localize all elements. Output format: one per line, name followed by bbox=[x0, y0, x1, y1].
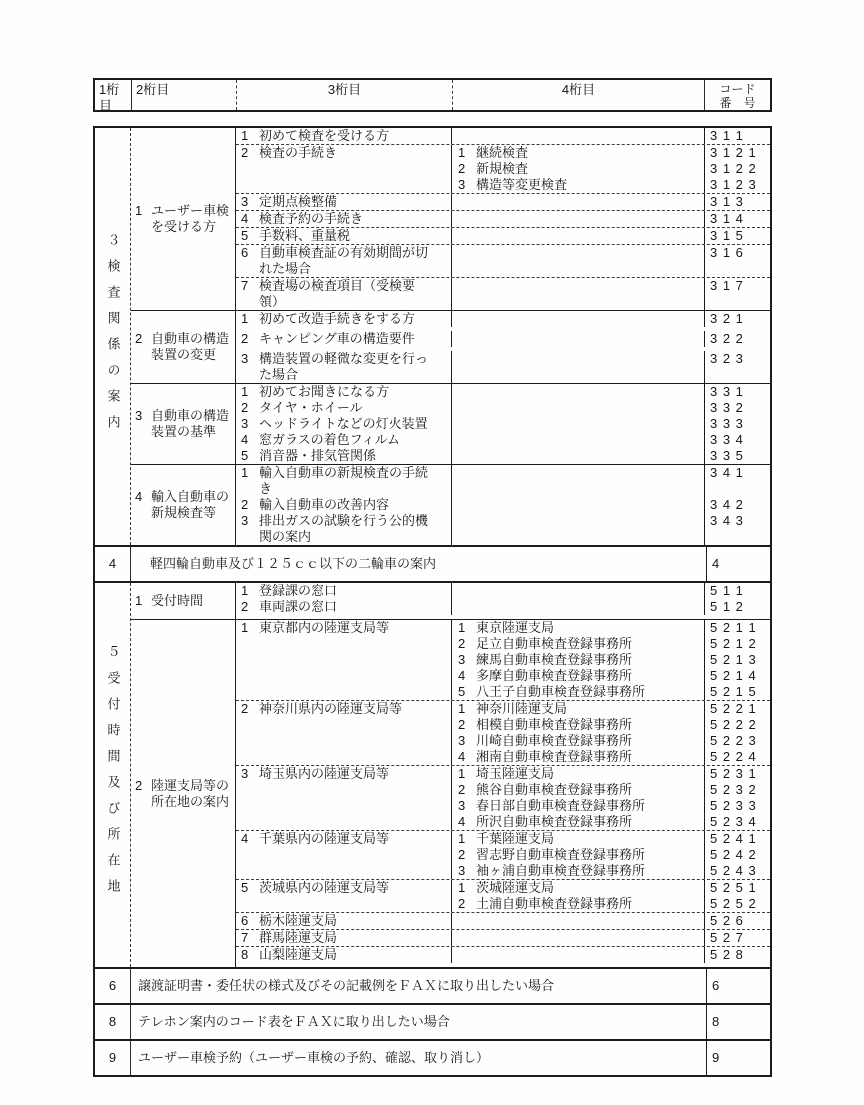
code-table-body bbox=[93, 126, 772, 1077]
subitem-cell bbox=[452, 847, 704, 863]
item-cell bbox=[236, 947, 452, 963]
subitem-cell bbox=[452, 684, 704, 700]
code-cell: 5 2 1 1 bbox=[704, 620, 770, 636]
item-label: 検査の手続き bbox=[259, 145, 338, 160]
code-cell: 3 1 2 1 bbox=[704, 145, 770, 161]
subitem-cell bbox=[452, 930, 704, 946]
code-cell: 5 1 1 bbox=[704, 583, 770, 599]
subitem-cell bbox=[452, 416, 704, 432]
table-row bbox=[236, 351, 770, 383]
subitem-cell bbox=[452, 717, 704, 733]
group-number: 4 bbox=[135, 489, 143, 504]
item-label: 茨城県内の陸運支局等 bbox=[259, 880, 390, 895]
subitem-label: 多摩自動車検査登録事務所 bbox=[476, 668, 633, 683]
group-import-inspection bbox=[131, 464, 770, 545]
subitem-label: 東京陸運支局 bbox=[476, 620, 555, 635]
code-cell: 5 2 1 3 bbox=[704, 652, 770, 668]
subitem-cell bbox=[452, 497, 704, 513]
item-cell bbox=[236, 513, 452, 545]
table-row bbox=[236, 929, 770, 946]
digit1-cell: 8 bbox=[95, 1005, 131, 1039]
item-number: 2 bbox=[241, 599, 249, 614]
subitem-cell bbox=[452, 863, 704, 879]
item-label: 検査場の検査項目（受検要領） bbox=[259, 278, 416, 309]
item-number: 6 bbox=[241, 913, 249, 928]
item-number: 2 bbox=[241, 400, 249, 415]
table-row bbox=[236, 599, 770, 619]
item-cell bbox=[236, 331, 452, 347]
item-number: 5 bbox=[241, 228, 249, 243]
subitem-cell bbox=[452, 145, 704, 161]
row-8-code-list-fax bbox=[95, 1003, 770, 1039]
item-number: 2 bbox=[241, 497, 249, 512]
table-row bbox=[236, 384, 770, 400]
subitem-number: 1 bbox=[458, 620, 466, 635]
header-code-line1: コード bbox=[719, 82, 756, 96]
subitem-cell bbox=[452, 384, 704, 400]
code-cell: 5 2 4 3 bbox=[704, 863, 770, 879]
item-number: 7 bbox=[241, 278, 249, 293]
subitem-label: 千葉陸運支局 bbox=[476, 831, 555, 846]
code-cell: 5 2 2 2 bbox=[704, 717, 770, 733]
item-number: 1 bbox=[241, 128, 249, 143]
item-number: 4 bbox=[241, 432, 249, 447]
code-cell: 3 3 2 bbox=[704, 400, 770, 416]
code-cell: 3 2 2 bbox=[704, 331, 770, 347]
subitem-number: 3 bbox=[458, 863, 466, 878]
item-cell bbox=[236, 583, 452, 599]
subitem-number: 2 bbox=[458, 717, 466, 732]
subitem-label: 川崎自動車検査登録事務所 bbox=[476, 733, 633, 748]
subitem-label: 新規検査 bbox=[476, 161, 529, 176]
subitem-number: 3 bbox=[458, 733, 466, 748]
item-cell bbox=[236, 245, 452, 277]
subitem-label: 足立自動車検査登録事務所 bbox=[476, 636, 633, 651]
group-number: 1 bbox=[135, 203, 143, 218]
section-5-hours-locations bbox=[95, 581, 770, 967]
item-cell bbox=[236, 351, 452, 383]
subitem-cell bbox=[452, 636, 704, 652]
group-structure-standard bbox=[131, 383, 770, 464]
subitem-number: 2 bbox=[458, 847, 466, 862]
item-label: 構造装置の軽微な変更を行った場合 bbox=[259, 351, 429, 382]
table-row bbox=[236, 227, 770, 244]
item-number: 3 bbox=[241, 416, 249, 431]
subitem-number: 2 bbox=[458, 896, 466, 911]
code-cell: 3 1 7 bbox=[704, 278, 770, 310]
subitem-cell bbox=[452, 278, 704, 310]
subitem-cell bbox=[452, 798, 704, 814]
subitem-number: 4 bbox=[458, 814, 466, 829]
table-row bbox=[236, 465, 770, 497]
code-cell: 3 4 3 bbox=[704, 513, 770, 545]
item-cell bbox=[236, 128, 452, 144]
subitem-label: 継続検査 bbox=[476, 145, 529, 160]
item-number: 1 bbox=[241, 311, 249, 326]
code-cell: 6 bbox=[706, 969, 770, 1003]
code-cell: 5 2 3 2 bbox=[704, 782, 770, 798]
table-row bbox=[236, 830, 770, 879]
subitem-number: 1 bbox=[458, 831, 466, 846]
subitem-cell bbox=[452, 513, 704, 545]
item-cell bbox=[236, 831, 452, 879]
subitem-cell bbox=[452, 128, 704, 144]
item-cell bbox=[236, 416, 452, 432]
item-cell bbox=[236, 880, 452, 912]
group-label: 陸運支局等の所在地の案内 bbox=[151, 777, 230, 809]
item-cell bbox=[236, 620, 452, 700]
digit1-vertical-label: ５受付時間及び所在地 bbox=[105, 645, 121, 905]
table-row bbox=[236, 193, 770, 210]
table-row bbox=[236, 448, 770, 464]
item-cell bbox=[236, 448, 452, 464]
code-cell: 5 2 7 bbox=[704, 930, 770, 946]
group-transport-branch-locations bbox=[131, 619, 770, 967]
subitem-cell bbox=[452, 245, 704, 277]
digit2-cell bbox=[131, 583, 236, 619]
item-number: 5 bbox=[241, 880, 249, 895]
item-number: 2 bbox=[241, 331, 249, 346]
subitem-number: 2 bbox=[458, 161, 466, 176]
subitem-label: 埼玉陸運支局 bbox=[476, 766, 555, 781]
digit2-cell bbox=[131, 620, 236, 967]
item-number: 2 bbox=[241, 145, 249, 160]
table-row bbox=[236, 400, 770, 416]
code-cell: 9 bbox=[706, 1041, 770, 1075]
subitem-number: 1 bbox=[458, 701, 466, 716]
subitem-label: 熊谷自動車検査登録事務所 bbox=[476, 782, 633, 797]
item-number: 1 bbox=[241, 620, 249, 635]
digit1-cell: 4 bbox=[95, 547, 131, 581]
section-3-inspection bbox=[95, 128, 770, 545]
code-cell: 3 4 2 bbox=[704, 497, 770, 513]
code-cell: 5 2 4 1 bbox=[704, 831, 770, 847]
item-label: 検査予約の手続き bbox=[259, 211, 364, 226]
code-cell: 5 2 2 1 bbox=[704, 701, 770, 717]
table-row bbox=[236, 244, 770, 277]
item-cell bbox=[236, 228, 452, 244]
subitem-number: 2 bbox=[458, 782, 466, 797]
subitem-cell bbox=[452, 351, 704, 383]
subitem-cell bbox=[452, 228, 704, 244]
table-row bbox=[236, 497, 770, 513]
item-label: 輸入自動車の改善内容 bbox=[259, 497, 390, 512]
digit1-cell: 6 bbox=[95, 969, 131, 1003]
item-cell bbox=[236, 599, 452, 615]
group-number: 2 bbox=[135, 331, 143, 346]
code-cell: 5 2 1 5 bbox=[704, 684, 770, 700]
item-cell bbox=[236, 497, 452, 513]
code-cell: 3 1 3 bbox=[704, 194, 770, 210]
item-label: 排出ガスの試験を行う公的機関の案内 bbox=[259, 513, 429, 544]
code-cell: 5 2 1 2 bbox=[704, 636, 770, 652]
subitem-label: 湘南自動車検査登録事務所 bbox=[476, 749, 633, 764]
subitem-cell bbox=[452, 913, 704, 929]
code-cell: 5 2 3 3 bbox=[704, 798, 770, 814]
subitem-cell bbox=[452, 880, 704, 896]
subitem-number: 3 bbox=[458, 798, 466, 813]
subitem-cell bbox=[452, 211, 704, 227]
item-cell bbox=[236, 278, 452, 310]
code-cell: 5 2 3 4 bbox=[704, 814, 770, 830]
subitem-cell bbox=[452, 331, 704, 347]
item-cell bbox=[236, 384, 452, 400]
code-cell: 3 3 5 bbox=[704, 448, 770, 464]
subitem-label: 八王子自動車検査登録事務所 bbox=[476, 684, 646, 699]
item-number: 8 bbox=[241, 947, 249, 962]
item-label: 群馬陸運支局 bbox=[259, 930, 338, 945]
subitem-cell bbox=[452, 432, 704, 448]
header-digit2: 2桁目 bbox=[132, 80, 237, 110]
subitem-cell bbox=[452, 782, 704, 798]
code-cell: 5 1 2 bbox=[704, 599, 770, 615]
subitem-cell bbox=[452, 599, 704, 615]
item-number: 3 bbox=[241, 513, 249, 528]
header-digit3: 3桁目 bbox=[237, 80, 453, 110]
header-code-line2: 番 号 bbox=[719, 96, 756, 110]
code-cell: 5 2 3 1 bbox=[704, 766, 770, 782]
code-cell: 3 1 6 bbox=[704, 245, 770, 277]
row-text: テレホン案内のコード表をＦＡＸに取り出したい場合 bbox=[138, 1014, 450, 1029]
code-cell: 5 2 5 1 bbox=[704, 880, 770, 896]
code-cell: 3 1 4 bbox=[704, 211, 770, 227]
item-label: 登録課の窓口 bbox=[259, 583, 338, 598]
group-user-shaken bbox=[131, 128, 770, 310]
code-cell: 3 2 1 bbox=[704, 311, 770, 327]
code-cell: 3 1 2 2 bbox=[704, 161, 770, 177]
digit1-cell: 9 bbox=[95, 1041, 131, 1075]
subitem-cell bbox=[452, 177, 704, 193]
subitem-number: 5 bbox=[458, 684, 466, 699]
item-label: 消音器・排気管関係 bbox=[259, 448, 377, 463]
subitem-cell bbox=[452, 448, 704, 464]
item-label: 初めて改造手続きをする方 bbox=[259, 311, 416, 326]
code-cell: 3 1 5 bbox=[704, 228, 770, 244]
subitem-label: 相模自動車検査登録事務所 bbox=[476, 717, 633, 732]
item-cell bbox=[236, 913, 452, 929]
code-cell: 5 2 4 2 bbox=[704, 847, 770, 863]
subitem-label: 構造等変更検査 bbox=[476, 177, 568, 192]
item-label: キャンピング車の構造要件 bbox=[259, 331, 415, 346]
group-reception-hours bbox=[131, 583, 770, 619]
subitem-cell bbox=[452, 583, 704, 599]
item-cell bbox=[236, 930, 452, 946]
table-row bbox=[236, 432, 770, 448]
row-9-user-shaken-reservation bbox=[95, 1039, 770, 1075]
code-cell: 8 bbox=[706, 1005, 770, 1039]
subitem-number: 4 bbox=[458, 668, 466, 683]
item-number: 1 bbox=[241, 465, 249, 480]
item-label: 窓ガラスの着色フィルム bbox=[259, 432, 401, 447]
item-label: 手数料、重量税 bbox=[259, 228, 351, 243]
item-cell bbox=[236, 194, 452, 210]
item-number: 4 bbox=[241, 831, 249, 846]
item-label: 東京都内の陸運支局等 bbox=[259, 620, 390, 635]
item-number: 3 bbox=[241, 194, 249, 209]
table-row bbox=[236, 513, 770, 545]
item-label: 埼玉県内の陸運支局等 bbox=[259, 766, 390, 781]
subitem-cell bbox=[452, 947, 704, 963]
subitem-label: 袖ヶ浦自動車検査登録事務所 bbox=[476, 863, 646, 878]
table-row bbox=[236, 331, 770, 351]
group-label: ユーザー車検を受ける方 bbox=[151, 203, 230, 234]
subitem-cell bbox=[452, 194, 704, 210]
item-number: 1 bbox=[241, 583, 249, 598]
subitem-number: 4 bbox=[458, 749, 466, 764]
code-cell: 5 2 2 4 bbox=[704, 749, 770, 765]
code-cell: 3 3 3 bbox=[704, 416, 770, 432]
digit2-cell bbox=[131, 384, 236, 464]
item-number: 7 bbox=[241, 930, 249, 945]
group-number: 3 bbox=[135, 408, 143, 423]
row-text: 軽四輪自動車及び１２５ｃｃ以下の二輪車の案内 bbox=[150, 556, 437, 571]
subitem-cell bbox=[452, 400, 704, 416]
code-cell: 4 bbox=[706, 547, 770, 581]
item-number: 2 bbox=[241, 701, 249, 716]
item-label: 輸入自動車の新規検査の手続き bbox=[259, 465, 429, 496]
subitem-cell bbox=[452, 749, 704, 765]
header-digit4: 4桁目 bbox=[453, 80, 705, 110]
table-row bbox=[236, 946, 770, 967]
code-cell: 5 2 6 bbox=[704, 913, 770, 929]
table-row bbox=[236, 311, 770, 331]
table-row bbox=[236, 879, 770, 912]
group-number: 2 bbox=[135, 777, 143, 793]
code-cell: 5 2 8 bbox=[704, 947, 770, 963]
subitem-cell bbox=[452, 733, 704, 749]
code-cell: 3 3 1 bbox=[704, 384, 770, 400]
code-cell: 5 2 1 4 bbox=[704, 668, 770, 684]
subitem-cell bbox=[452, 831, 704, 847]
item-label: 山梨陸運支局 bbox=[259, 947, 338, 962]
code-cell: 3 4 1 bbox=[704, 465, 770, 497]
subitem-number: 1 bbox=[458, 145, 466, 160]
table-header bbox=[93, 78, 772, 112]
item-label: 初めて検査を受ける方 bbox=[259, 128, 390, 143]
subitem-cell bbox=[452, 701, 704, 717]
code-cell: 3 2 3 bbox=[704, 351, 770, 383]
table-row bbox=[236, 912, 770, 929]
subitem-number: 1 bbox=[458, 766, 466, 781]
subitem-cell bbox=[452, 896, 704, 912]
item-cell bbox=[236, 465, 452, 497]
code-cell: 5 2 2 3 bbox=[704, 733, 770, 749]
item-label: 初めてお聞きになる方 bbox=[259, 384, 390, 399]
subitem-number: 3 bbox=[458, 652, 466, 667]
item-cell bbox=[236, 211, 452, 227]
subitem-label: 所沢自動車検査登録事務所 bbox=[476, 814, 633, 829]
row-4-light-vehicles bbox=[95, 545, 770, 581]
subitem-cell bbox=[452, 311, 704, 327]
subitem-cell bbox=[452, 620, 704, 636]
item-number: 6 bbox=[241, 245, 249, 260]
subitem-label: 神奈川陸運支局 bbox=[476, 701, 568, 716]
table-row bbox=[236, 210, 770, 227]
item-cell bbox=[236, 432, 452, 448]
item-number: 1 bbox=[241, 384, 249, 399]
subitem-cell bbox=[452, 465, 704, 497]
digit1-cell bbox=[95, 583, 131, 967]
item-cell bbox=[236, 400, 452, 416]
table-row bbox=[236, 128, 770, 144]
item-label: 千葉県内の陸運支局等 bbox=[259, 831, 390, 846]
table-row bbox=[236, 620, 770, 700]
group-structure-change bbox=[131, 310, 770, 383]
table-row bbox=[236, 583, 770, 599]
item-cell bbox=[236, 311, 452, 327]
table-row bbox=[236, 416, 770, 432]
table-row bbox=[236, 700, 770, 765]
subitem-label: 茨城陸運支局 bbox=[476, 880, 555, 895]
subitem-label: 習志野自動車検査登録事務所 bbox=[476, 847, 646, 862]
table-row bbox=[236, 765, 770, 830]
table-row bbox=[236, 277, 770, 310]
item-label: 栃木陸運支局 bbox=[259, 913, 338, 928]
item-number: 3 bbox=[241, 351, 249, 366]
subitem-label: 練馬自動車検査登録事務所 bbox=[476, 652, 633, 667]
row-text: 譲渡証明書・委任状の様式及びその記載例をＦＡＸに取り出したい場合 bbox=[138, 978, 555, 993]
digit1-cell bbox=[95, 128, 131, 545]
code-cell: 3 1 1 bbox=[704, 128, 770, 144]
item-label: 自動車検査証の有効期間が切れた場合 bbox=[259, 245, 429, 276]
header-code-number bbox=[705, 80, 770, 110]
subitem-label: 春日部自動車検査登録事務所 bbox=[476, 798, 646, 813]
digit2-cell bbox=[131, 128, 236, 310]
subitem-number: 2 bbox=[458, 636, 466, 651]
code-cell: 3 1 2 3 bbox=[704, 177, 770, 193]
group-label: 輸入自動車の新規検査等 bbox=[151, 489, 230, 520]
item-cell bbox=[236, 701, 452, 765]
item-label: 定期点検整備 bbox=[259, 194, 338, 209]
subitem-cell bbox=[452, 814, 704, 830]
group-number: 1 bbox=[135, 593, 143, 608]
item-label: 神奈川県内の陸運支局等 bbox=[259, 701, 403, 716]
item-label: 車両課の窓口 bbox=[259, 599, 338, 614]
item-label: ヘッドライトなどの灯火装置 bbox=[259, 416, 428, 431]
item-number: 3 bbox=[241, 766, 249, 781]
item-number: 4 bbox=[241, 211, 249, 226]
item-label: タイヤ・ホイール bbox=[259, 400, 363, 415]
digit1-vertical-label: ３検査関係の案内 bbox=[105, 232, 121, 441]
header-digit1: 1桁目 bbox=[95, 80, 132, 110]
subitem-label: 土浦自動車検査登録事務所 bbox=[476, 896, 633, 911]
digit2-cell bbox=[131, 311, 236, 383]
table-row bbox=[236, 144, 770, 193]
subitem-cell bbox=[452, 766, 704, 782]
group-label: 受付時間 bbox=[151, 593, 204, 608]
subitem-cell bbox=[452, 161, 704, 177]
code-cell: 3 3 4 bbox=[704, 432, 770, 448]
digit2-cell bbox=[131, 465, 236, 545]
item-cell bbox=[236, 145, 452, 193]
subitem-number: 3 bbox=[458, 177, 466, 192]
subitem-cell bbox=[452, 668, 704, 684]
item-cell bbox=[236, 766, 452, 830]
item-number: 5 bbox=[241, 448, 249, 463]
subitem-number: 1 bbox=[458, 880, 466, 895]
row-text: ユーザー車検予約（ユーザー車検の予約、確認、取り消し） bbox=[138, 1050, 490, 1065]
group-label: 自動車の構造装置の変更 bbox=[151, 331, 230, 362]
row-6-transfer-certificate-fax bbox=[95, 967, 770, 1003]
group-label: 自動車の構造装置の基準 bbox=[151, 408, 230, 439]
code-cell: 5 2 5 2 bbox=[704, 896, 770, 912]
subitem-cell bbox=[452, 652, 704, 668]
